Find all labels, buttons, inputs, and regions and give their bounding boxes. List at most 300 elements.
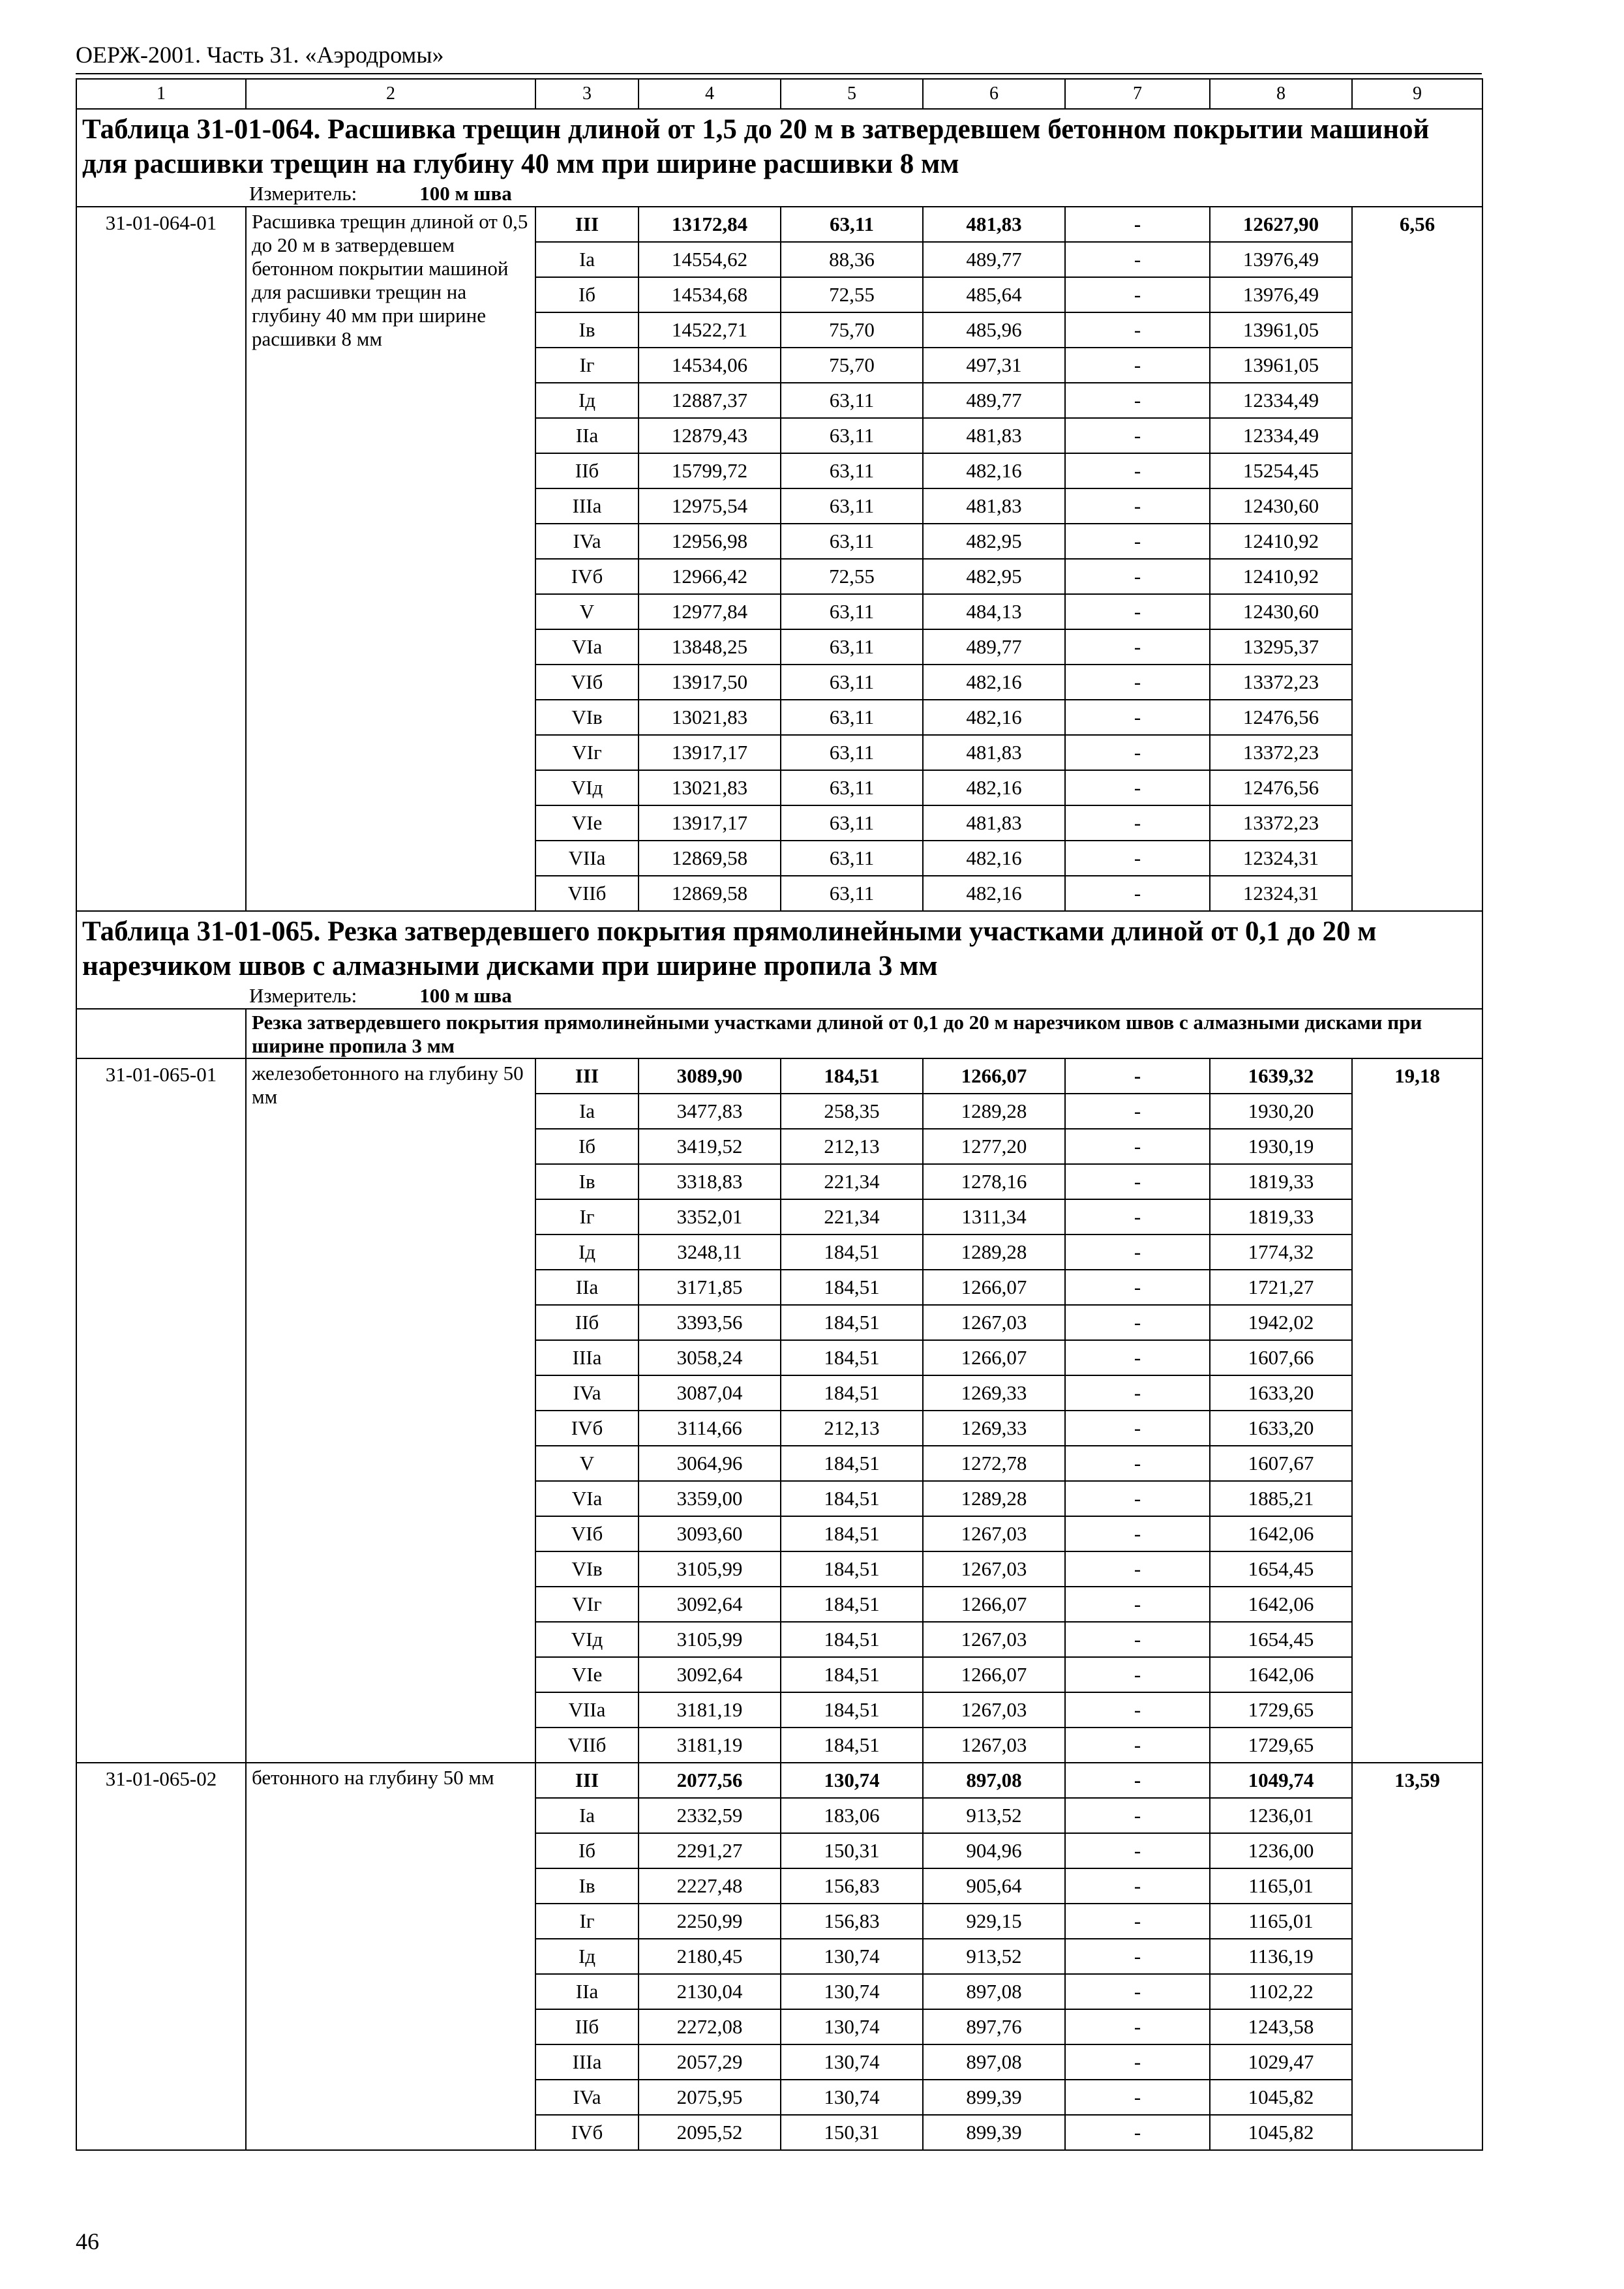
value-cell: - (1065, 1305, 1210, 1340)
zone-cell: III (535, 207, 639, 242)
value-cell: 897,08 (923, 2044, 1065, 2080)
zone-cell: Ia (535, 1798, 639, 1833)
value-cell: 3171,85 (639, 1270, 781, 1305)
value-cell: 1267,03 (923, 1692, 1065, 1728)
column-number: 9 (1352, 79, 1482, 109)
value-cell: 63,11 (781, 735, 923, 770)
value-cell: 3105,99 (639, 1551, 781, 1587)
value-cell: 482,16 (923, 665, 1065, 700)
table-title-cell (76, 911, 1482, 1009)
value-cell: 130,74 (781, 2044, 923, 2080)
value-cell: 3359,00 (639, 1481, 781, 1516)
value-cell: 12334,49 (1210, 418, 1352, 453)
value-cell: - (1065, 1939, 1210, 1974)
zone-cell: VIIa (535, 841, 639, 876)
value-cell: 72,55 (781, 277, 923, 312)
value-cell: 489,77 (923, 383, 1065, 418)
table-row (76, 1058, 1482, 1094)
value-cell: - (1065, 559, 1210, 594)
zone-cell: V (535, 594, 639, 629)
value-cell: - (1065, 383, 1210, 418)
value-cell: 1607,67 (1210, 1446, 1352, 1481)
value-cell: 63,11 (781, 383, 923, 418)
value-cell: - (1065, 1375, 1210, 1411)
table-row (76, 207, 1482, 242)
table-title: Таблица 31-01-065. Резка затвердевшего покрытия прямолинейными участками длиной от 0,1 до 20 м нарезчиком швов с алмазными дисками при ширине пропила 3 мм (82, 916, 1377, 981)
column-number: 7 (1065, 79, 1210, 109)
table-title-cell (76, 109, 1482, 207)
column-number: 2 (246, 79, 535, 109)
value-cell: 3318,83 (639, 1164, 781, 1199)
column-number: 6 (923, 79, 1065, 109)
value-cell: 184,51 (781, 1305, 923, 1340)
value-cell: 1277,20 (923, 1129, 1065, 1164)
value-cell: 1654,45 (1210, 1622, 1352, 1657)
value-cell: 63,11 (781, 700, 923, 735)
value-cell: 482,16 (923, 700, 1065, 735)
zone-cell: VIв (535, 700, 639, 735)
value-cell: - (1065, 1058, 1210, 1094)
value-cell: 2095,52 (639, 2115, 781, 2150)
value-cell: - (1065, 418, 1210, 453)
value-cell: - (1065, 277, 1210, 312)
value-cell: 14522,71 (639, 312, 781, 348)
value-cell: - (1065, 1411, 1210, 1446)
value-cell: 156,83 (781, 1868, 923, 1904)
value-cell: - (1065, 841, 1210, 876)
value-cell: 184,51 (781, 1728, 923, 1763)
zone-cell: VIIб (535, 876, 639, 911)
value-cell: 13917,50 (639, 665, 781, 700)
value-cell: 15799,72 (639, 453, 781, 488)
value-cell: 2291,27 (639, 1833, 781, 1868)
column-number-row (76, 79, 1482, 109)
table-title-row (76, 911, 1482, 1009)
value-cell: 1639,32 (1210, 1058, 1352, 1094)
value-cell: 13021,83 (639, 700, 781, 735)
value-cell: 897,08 (923, 1763, 1065, 1798)
zone-cell: IVa (535, 524, 639, 559)
zone-cell: Iв (535, 1164, 639, 1199)
value-cell: 63,11 (781, 453, 923, 488)
table-title-row (76, 109, 1482, 207)
column-number: 4 (639, 79, 781, 109)
value-cell: 14534,06 (639, 348, 781, 383)
value-cell: 1267,03 (923, 1622, 1065, 1657)
value-cell: 2130,04 (639, 1974, 781, 2009)
value-cell: 481,83 (923, 418, 1065, 453)
value-cell: 12334,49 (1210, 383, 1352, 418)
value-cell: 130,74 (781, 2080, 923, 2115)
value-cell: - (1065, 1270, 1210, 1305)
value-cell: 156,83 (781, 1904, 923, 1939)
value-cell: 1165,01 (1210, 1904, 1352, 1939)
value-cell: 63,11 (781, 841, 923, 876)
value-cell: 63,11 (781, 876, 923, 911)
value-cell: 3092,64 (639, 1657, 781, 1692)
value-cell: 1045,82 (1210, 2115, 1352, 2150)
measure-line (82, 181, 1477, 206)
zone-cell: V (535, 1446, 639, 1481)
value-cell: 489,77 (923, 629, 1065, 665)
value-cell: - (1065, 524, 1210, 559)
value-cell: 12869,58 (639, 841, 781, 876)
zone-cell: Iд (535, 1234, 639, 1270)
value-cell: 3064,96 (639, 1446, 781, 1481)
zone-cell: VIб (535, 665, 639, 700)
value-cell: 12324,31 (1210, 841, 1352, 876)
value-cell: 1266,07 (923, 1058, 1065, 1094)
value-cell: 1029,47 (1210, 2044, 1352, 2080)
value-cell: - (1065, 665, 1210, 700)
value-cell: 63,11 (781, 594, 923, 629)
value-cell: 485,96 (923, 312, 1065, 348)
value-cell: - (1065, 1551, 1210, 1587)
value-cell: 1642,06 (1210, 1587, 1352, 1622)
value-cell: - (1065, 312, 1210, 348)
value-cell: 3092,64 (639, 1587, 781, 1622)
value-cell: 2272,08 (639, 2009, 781, 2044)
value-cell: 12869,58 (639, 876, 781, 911)
value-cell: 184,51 (781, 1270, 923, 1305)
value-cell: 1269,33 (923, 1375, 1065, 1411)
subtitle-row (76, 1009, 1482, 1058)
value-cell: 1272,78 (923, 1446, 1065, 1481)
value-cell: 1266,07 (923, 1587, 1065, 1622)
value-cell: 3105,99 (639, 1622, 781, 1657)
value-cell: 1633,20 (1210, 1411, 1352, 1446)
value-cell: 497,31 (923, 348, 1065, 383)
value-cell: - (1065, 1904, 1210, 1939)
zone-cell: IIa (535, 1270, 639, 1305)
measure-line (82, 983, 1477, 1008)
item-description: бетонного на глубину 50 мм (246, 1763, 535, 2150)
value-cell: 184,51 (781, 1375, 923, 1411)
value-cell: 13976,49 (1210, 277, 1352, 312)
value-cell: 75,70 (781, 348, 923, 383)
table-row (76, 1763, 1482, 1798)
zone-cell: Iб (535, 1833, 639, 1868)
zone-cell: IVб (535, 2115, 639, 2150)
value-cell: 1885,21 (1210, 1481, 1352, 1516)
zone-cell: VIa (535, 1481, 639, 1516)
value-cell: 481,83 (923, 735, 1065, 770)
zone-cell: VIIб (535, 1728, 639, 1763)
value-cell: 88,36 (781, 242, 923, 277)
value-cell: 1942,02 (1210, 1305, 1352, 1340)
value-cell: 13961,05 (1210, 348, 1352, 383)
measure-value: 100 м шва (419, 182, 512, 205)
value-cell: 3477,83 (639, 1094, 781, 1129)
zone-cell: IIIa (535, 1340, 639, 1375)
value-cell: 13961,05 (1210, 312, 1352, 348)
value-cell: 1607,66 (1210, 1340, 1352, 1375)
value-cell: - (1065, 1622, 1210, 1657)
value-cell: 184,51 (781, 1481, 923, 1516)
value-cell: - (1065, 1833, 1210, 1868)
value-cell: 482,16 (923, 770, 1065, 805)
value-cell: 905,64 (923, 1868, 1065, 1904)
value-cell: 12879,43 (639, 418, 781, 453)
value-cell: 3058,24 (639, 1340, 781, 1375)
labor-cost-cell: 13,59 (1352, 1763, 1482, 2150)
value-cell: 1930,19 (1210, 1129, 1352, 1164)
value-cell: 3087,04 (639, 1375, 781, 1411)
value-cell: - (1065, 1974, 1210, 2009)
value-cell: - (1065, 1094, 1210, 1129)
zone-cell: VIг (535, 1587, 639, 1622)
value-cell: 221,34 (781, 1199, 923, 1234)
value-cell: 63,11 (781, 418, 923, 453)
zone-cell: Iг (535, 1904, 639, 1939)
zone-cell: IIб (535, 1305, 639, 1340)
value-cell: 13021,83 (639, 770, 781, 805)
value-cell: 481,83 (923, 488, 1065, 524)
value-cell: 2075,95 (639, 2080, 781, 2115)
value-cell: 1267,03 (923, 1728, 1065, 1763)
value-cell: 12975,54 (639, 488, 781, 524)
measure-value: 100 м шва (419, 984, 512, 1007)
item-code: 31-01-064-01 (76, 207, 246, 911)
value-cell: - (1065, 1798, 1210, 1833)
value-cell: - (1065, 594, 1210, 629)
zone-cell: VIд (535, 1622, 639, 1657)
value-cell: 130,74 (781, 1974, 923, 2009)
value-cell: 1289,28 (923, 1481, 1065, 1516)
zone-cell: Iб (535, 1129, 639, 1164)
value-cell: 184,51 (781, 1516, 923, 1551)
zone-cell: IIб (535, 2009, 639, 2044)
value-cell: 482,16 (923, 841, 1065, 876)
value-cell: 1243,58 (1210, 2009, 1352, 2044)
value-cell: 12430,60 (1210, 594, 1352, 629)
value-cell: 221,34 (781, 1164, 923, 1199)
zone-cell: Iд (535, 1939, 639, 1974)
value-cell: 1267,03 (923, 1551, 1065, 1587)
zone-cell: Iв (535, 312, 639, 348)
table-subtitle: Резка затвердевшего покрытия прямолинейными участками длиной от 0,1 до 20 м нарезчиком швов с алмазными дисками при ширине пропила 3 мм (246, 1009, 1482, 1058)
value-cell: 184,51 (781, 1234, 923, 1270)
value-cell: 12887,37 (639, 383, 781, 418)
value-cell: - (1065, 1657, 1210, 1692)
value-cell: 897,76 (923, 2009, 1065, 2044)
value-cell: 1819,33 (1210, 1199, 1352, 1234)
value-cell: 184,51 (781, 1657, 923, 1692)
value-cell: - (1065, 876, 1210, 911)
value-cell: 3181,19 (639, 1692, 781, 1728)
zone-cell: VIб (535, 1516, 639, 1551)
value-cell: - (1065, 1868, 1210, 1904)
value-cell: 2077,56 (639, 1763, 781, 1798)
value-cell: 14554,62 (639, 242, 781, 277)
value-cell: 72,55 (781, 559, 923, 594)
value-cell: - (1065, 1234, 1210, 1270)
zone-cell: Ia (535, 242, 639, 277)
estimate-table (76, 78, 1483, 2151)
value-cell: - (1065, 1763, 1210, 1798)
zone-cell: Iд (535, 383, 639, 418)
value-cell: - (1065, 1587, 1210, 1622)
zone-cell: VIe (535, 1657, 639, 1692)
value-cell: 12324,31 (1210, 876, 1352, 911)
value-cell: - (1065, 1481, 1210, 1516)
value-cell: 1102,22 (1210, 1974, 1352, 2009)
zone-cell: IVa (535, 1375, 639, 1411)
value-cell: 63,11 (781, 488, 923, 524)
page-header: ОЕРЖ-2001. Часть 31. «Аэродромы» (76, 42, 444, 68)
value-cell: 1654,45 (1210, 1551, 1352, 1587)
value-cell: 13976,49 (1210, 242, 1352, 277)
value-cell: 12956,98 (639, 524, 781, 559)
zone-cell: IVб (535, 1411, 639, 1446)
value-cell: 913,52 (923, 1939, 1065, 1974)
value-cell: 1266,07 (923, 1657, 1065, 1692)
zone-cell: VIIa (535, 1692, 639, 1728)
value-cell: 1267,03 (923, 1516, 1065, 1551)
value-cell: 899,39 (923, 2080, 1065, 2115)
value-cell: 15254,45 (1210, 453, 1352, 488)
value-cell: 1642,06 (1210, 1657, 1352, 1692)
value-cell: - (1065, 207, 1210, 242)
value-cell: 150,31 (781, 2115, 923, 2150)
value-cell: 899,39 (923, 2115, 1065, 2150)
value-cell: 130,74 (781, 1939, 923, 1974)
column-number: 3 (535, 79, 639, 109)
zone-cell: Iг (535, 1199, 639, 1234)
value-cell: 2250,99 (639, 1904, 781, 1939)
value-cell: 184,51 (781, 1551, 923, 1587)
value-cell: 12977,84 (639, 594, 781, 629)
value-cell: - (1065, 629, 1210, 665)
value-cell: 484,13 (923, 594, 1065, 629)
value-cell: 12410,92 (1210, 559, 1352, 594)
zone-cell: Iг (535, 348, 639, 383)
value-cell: 12476,56 (1210, 700, 1352, 735)
value-cell: 3419,52 (639, 1129, 781, 1164)
value-cell: 929,15 (923, 1904, 1065, 1939)
value-cell: 1642,06 (1210, 1516, 1352, 1551)
value-cell: - (1065, 1446, 1210, 1481)
value-cell: - (1065, 1728, 1210, 1763)
value-cell: 184,51 (781, 1587, 923, 1622)
value-cell: 3093,60 (639, 1516, 781, 1551)
value-cell: 1729,65 (1210, 1728, 1352, 1763)
value-cell: 3393,56 (639, 1305, 781, 1340)
zone-cell: IIIa (535, 488, 639, 524)
zone-cell: VIд (535, 770, 639, 805)
value-cell: 482,16 (923, 876, 1065, 911)
zone-cell: III (535, 1763, 639, 1798)
value-cell: - (1065, 1516, 1210, 1551)
item-code: 31-01-065-02 (76, 1763, 246, 2150)
value-cell: 1819,33 (1210, 1164, 1352, 1199)
column-number: 5 (781, 79, 923, 109)
value-cell: - (1065, 1164, 1210, 1199)
value-cell: 13917,17 (639, 735, 781, 770)
value-cell: 184,51 (781, 1340, 923, 1375)
value-cell: 12430,60 (1210, 488, 1352, 524)
column-number: 1 (76, 79, 246, 109)
value-cell: 1266,07 (923, 1340, 1065, 1375)
value-cell: 1236,01 (1210, 1798, 1352, 1833)
item-description: Расшивка трещин длиной от 0,5 до 20 м в затвердевшем бетонном покрытии машиной для расшивки трещин на глубину 40 мм при ширине расшивки 8 мм (246, 207, 535, 911)
value-cell: 13848,25 (639, 629, 781, 665)
zone-cell: Iв (535, 1868, 639, 1904)
value-cell: - (1065, 1692, 1210, 1728)
zone-cell: IVa (535, 2080, 639, 2115)
value-cell: - (1065, 453, 1210, 488)
value-cell: 1311,34 (923, 1199, 1065, 1234)
value-cell: 482,16 (923, 453, 1065, 488)
value-cell: 13917,17 (639, 805, 781, 841)
zone-cell: IIб (535, 453, 639, 488)
value-cell: 13295,37 (1210, 629, 1352, 665)
zone-cell: IIa (535, 418, 639, 453)
zone-cell: VIв (535, 1551, 639, 1587)
value-cell: 13372,23 (1210, 735, 1352, 770)
zone-cell: VIa (535, 629, 639, 665)
measure-label: Измеритель: (249, 984, 357, 1007)
value-cell: - (1065, 805, 1210, 841)
value-cell: 63,11 (781, 524, 923, 559)
value-cell: 482,95 (923, 559, 1065, 594)
value-cell: 13372,23 (1210, 665, 1352, 700)
value-cell: 212,13 (781, 1411, 923, 1446)
value-cell: 12627,90 (1210, 207, 1352, 242)
zone-cell: VIг (535, 735, 639, 770)
value-cell: - (1065, 700, 1210, 735)
labor-cost-cell: 19,18 (1352, 1058, 1482, 1763)
item-description: железобетонного на глубину 50 мм (246, 1058, 535, 1763)
value-cell: - (1065, 1129, 1210, 1164)
value-cell: 1278,16 (923, 1164, 1065, 1199)
item-code: 31-01-065-01 (76, 1058, 246, 1763)
value-cell: - (1065, 770, 1210, 805)
value-cell: 2180,45 (639, 1939, 781, 1974)
value-cell: 12410,92 (1210, 524, 1352, 559)
value-cell: 1267,03 (923, 1305, 1065, 1340)
column-number: 8 (1210, 79, 1352, 109)
value-cell: 184,51 (781, 1622, 923, 1657)
value-cell: - (1065, 2044, 1210, 2080)
value-cell: 1266,07 (923, 1270, 1065, 1305)
value-cell: 13172,84 (639, 207, 781, 242)
value-cell: - (1065, 1199, 1210, 1234)
value-cell: 63,11 (781, 770, 923, 805)
zone-cell: IIIa (535, 2044, 639, 2080)
value-cell: 3114,66 (639, 1411, 781, 1446)
value-cell: 184,51 (781, 1446, 923, 1481)
value-cell: 1165,01 (1210, 1868, 1352, 1904)
zone-cell: Ia (535, 1094, 639, 1129)
value-cell: 63,11 (781, 805, 923, 841)
labor-cost-cell: 6,56 (1352, 207, 1482, 911)
value-cell: - (1065, 2009, 1210, 2044)
value-cell: 1729,65 (1210, 1692, 1352, 1728)
value-cell: 3181,19 (639, 1728, 781, 1763)
value-cell: 1930,20 (1210, 1094, 1352, 1129)
value-cell: 1289,28 (923, 1234, 1065, 1270)
value-cell: 212,13 (781, 1129, 923, 1164)
value-cell: 1289,28 (923, 1094, 1065, 1129)
zone-cell: IIa (535, 1974, 639, 2009)
value-cell: 1721,27 (1210, 1270, 1352, 1305)
value-cell: 1774,32 (1210, 1234, 1352, 1270)
value-cell: 12476,56 (1210, 770, 1352, 805)
value-cell: 63,11 (781, 207, 923, 242)
value-cell: 485,64 (923, 277, 1065, 312)
value-cell: 150,31 (781, 1833, 923, 1868)
